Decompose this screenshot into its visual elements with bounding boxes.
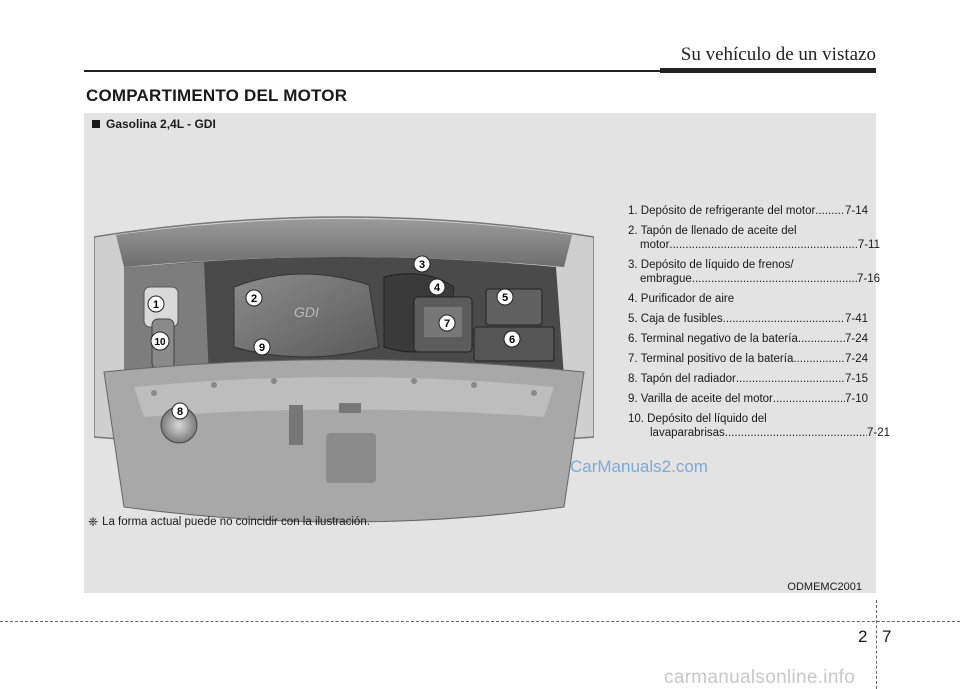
watermark: CarManuals2.com <box>570 457 708 476</box>
figure-code: ODMEMC2001 <box>787 581 862 593</box>
legend-leader-dots <box>723 312 845 326</box>
engine-illustration <box>94 207 594 527</box>
svg-text:4: 4 <box>433 282 441 294</box>
legend-label: 6. Terminal negativo de la batería <box>628 333 798 345</box>
svg-text:2: 2 <box>250 293 258 305</box>
legend-label: 4. Purificador de aire <box>628 293 735 305</box>
callout-1 <box>148 296 164 312</box>
engine-variant-label: Gasolina 2,4L - GDI <box>106 117 216 131</box>
illustration-note <box>88 515 370 529</box>
legend-page-ref: 7-24 <box>844 333 868 345</box>
legend-item <box>628 372 868 386</box>
legend-page-ref: 7-41 <box>844 313 868 325</box>
legend-label: 7. Terminal positivo de la batería <box>628 353 794 365</box>
callout-2 <box>246 290 262 306</box>
svg-text:1: 1 <box>152 299 160 311</box>
callout-10 <box>151 332 169 350</box>
svg-text:9: 9 <box>258 342 266 354</box>
callout-3 <box>414 256 430 272</box>
legend-page-ref: 7-16 <box>856 273 880 285</box>
section-title: COMPARTIMENTO DEL MOTOR <box>86 86 348 105</box>
callout-7 <box>439 315 455 331</box>
legend-item <box>628 204 868 218</box>
legend-leader-dots <box>669 238 857 252</box>
header-rule-accent <box>660 68 876 73</box>
legend-label: 10. Depósito del líquido del <box>628 413 767 425</box>
legend-item <box>628 224 880 252</box>
figure-panel <box>84 113 890 593</box>
legend-item <box>628 332 868 346</box>
legend-label: 3. Depósito de líquido de frenos/ <box>628 259 794 271</box>
svg-text:5: 5 <box>501 292 509 304</box>
legend-page-ref: 7-10 <box>844 393 868 405</box>
footer-rule <box>0 621 960 622</box>
legend-page-ref: 7-14 <box>844 205 868 217</box>
svg-text:8: 8 <box>176 406 184 418</box>
page-number: 7 <box>882 627 892 646</box>
callout-4 <box>429 279 445 295</box>
legend-item <box>628 292 868 306</box>
svg-text:7: 7 <box>443 318 451 330</box>
legend-leader-dots <box>798 332 845 346</box>
svg-text:GDI: GDI <box>294 304 319 320</box>
legend-label: motor <box>640 239 670 251</box>
svg-text:3: 3 <box>418 259 426 271</box>
legend-label: lavaparabrisas <box>650 427 725 439</box>
legend-leader-dots <box>773 392 845 406</box>
chapter-number: 2 <box>858 627 868 646</box>
legend-label: 5. Caja de fusibles <box>628 313 723 325</box>
legend-item <box>628 312 868 326</box>
legend-leader-dots <box>725 426 867 440</box>
legend-label: 1. Depósito de refrigerante del motor <box>628 205 816 217</box>
legend-leader-dots <box>793 352 845 366</box>
svg-text:6: 6 <box>508 334 516 346</box>
legend-page-ref: 7-11 <box>857 239 880 251</box>
engine-variant-heading <box>92 117 216 131</box>
legend-page-ref: 7-24 <box>844 353 868 365</box>
legend-label: embrague <box>640 273 692 285</box>
legend-label: 9. Varilla de aceite del motor <box>628 393 773 405</box>
callout-5 <box>497 289 513 305</box>
legend-item <box>628 258 880 286</box>
running-header: Su vehículo de un vistazo <box>680 44 876 65</box>
legend-leader-dots <box>692 272 857 286</box>
legend-label: 2. Tapón de llenado de aceite del <box>628 225 797 237</box>
legend-item <box>628 352 868 366</box>
legend-leader-dots <box>815 204 845 218</box>
legend-item <box>628 392 868 406</box>
square-bullet-icon <box>92 120 100 128</box>
note-text: La forma actual puede no coincidir con la ilustración. <box>102 516 370 528</box>
legend-label: 8. Tapón del radiador <box>628 373 736 385</box>
legend-leader-dots <box>736 372 845 386</box>
legend-page-ref: 7-21 <box>866 427 890 439</box>
component-legend <box>628 204 890 446</box>
callout-8 <box>172 403 188 419</box>
legend-page-ref: 7-15 <box>844 373 868 385</box>
legend-item <box>628 412 890 440</box>
svg-text:10: 10 <box>154 337 166 348</box>
note-icon: ❈ <box>88 515 99 529</box>
callout-9 <box>254 339 270 355</box>
footer-site-mark: carmanualsonline.info <box>664 667 856 688</box>
callout-6 <box>504 331 520 347</box>
footer-divider <box>876 600 877 689</box>
